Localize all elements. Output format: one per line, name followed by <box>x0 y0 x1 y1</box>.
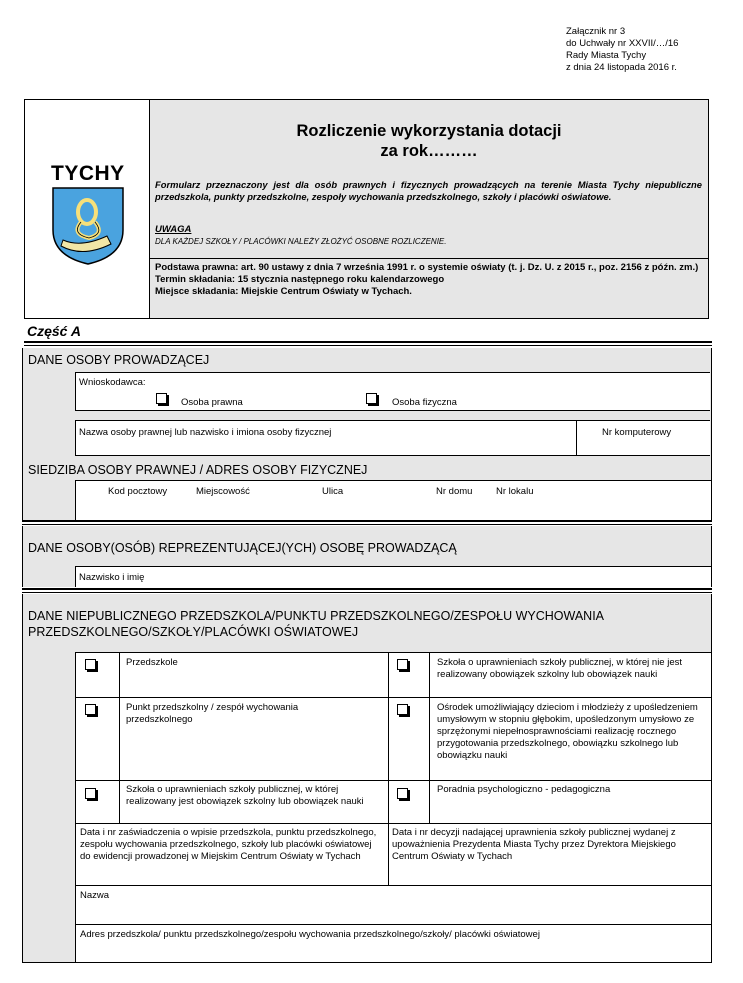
institution-name-label: Nazwa <box>80 890 110 901</box>
house-no-label: Nr domu <box>436 486 473 497</box>
title-line: PRZEDSZKOLNEGO/SZKOŁY/PLACÓWKI OŚWIATOWEJ <box>28 625 359 639</box>
divider <box>76 924 712 925</box>
city-label: Miejscowość <box>196 486 250 497</box>
name-label: Nazwisko i imię <box>79 572 145 583</box>
divider <box>24 341 712 343</box>
option-label: Osoba prawna <box>181 397 243 408</box>
attachment-line: do Uchwały nr XXVII/…/16 <box>566 38 679 49</box>
institution-address-label: Adres przedszkola/ punktu przedszkolnego/zespołu wychowania przedszkolnego/szkoły/ placówki oświatowej <box>80 929 540 940</box>
section-title: DANE OSOBY PROWADZĄCEJ <box>28 353 210 367</box>
header-box <box>24 99 709 319</box>
institution-type-table <box>75 652 711 962</box>
postal-code-label: Kod pocztowy <box>108 486 168 497</box>
section-title: SIEDZIBA OSOBY PRAWNEJ / ADRES OSOBY FIZYCZNEJ <box>28 463 368 477</box>
computer-no-label: Nr komputerowy <box>602 427 672 438</box>
natural-person-checkbox[interactable] <box>366 393 377 404</box>
divider <box>150 258 708 259</box>
attachment-note <box>566 26 678 74</box>
divider <box>22 524 712 525</box>
name-row <box>75 420 710 456</box>
preschool-point-checkbox[interactable] <box>85 704 96 715</box>
title-line: DANE NIEPUBLICZNEGO PRZEDSZKOLA/PUNKTU PRZEDSZKOLNEGO/ZESPOŁU WYCHOWANIA <box>28 609 605 623</box>
name-label: Nazwa osoby prawnej lub nazwisko i imiona osoby fizycznej <box>79 427 332 438</box>
applicant-label: Wnioskodawca: <box>79 377 146 388</box>
section-institution <box>22 594 712 963</box>
divider <box>576 421 577 455</box>
section-address <box>22 458 712 520</box>
flat-no-label: Nr lokalu <box>496 486 534 497</box>
left-margin <box>23 480 75 520</box>
form-title <box>150 121 708 161</box>
option-label: Szkoła o uprawnieniach szkoły publicznej, w której realizowany jest obowiązek szkolny lub obowiązek nauki <box>126 784 364 807</box>
submission-place: Miejsce składania: Miejskie Centrum Oświaty w Tychach. <box>155 286 412 297</box>
attachment-line: z dnia 24 listopada 2016 r. <box>566 62 677 73</box>
divider <box>24 345 712 346</box>
warning-title: UWAGA <box>155 224 192 235</box>
option-label: Poradnia psychologiczno - pedagogiczna <box>437 784 611 795</box>
divider <box>388 653 389 885</box>
preschool-checkbox[interactable] <box>85 659 96 670</box>
option-label: Osoba fizyczna <box>392 397 457 408</box>
section-title <box>28 608 604 640</box>
registration-certificate-label: Data i nr zaświadczenia o wpisie przedszkola, punktu przedszkolnego, zespołu wychowania przedszkolnego, szkoły lub placówki oświatowej do ewidencji prowadzonej w Miejskim Centrum Oświaty w Tychach <box>80 827 377 862</box>
city-coat-of-arms-icon <box>51 186 125 266</box>
legal-info <box>155 262 703 298</box>
section-representatives <box>22 526 712 587</box>
option-label: Ośrodek umożliwiający dzieciom i młodzieży z upośledzeniem umysłowym w stopniu głębokim, upośledzonym umysłowo ze sprzężonymi niepełnosprawnościami realizację rocznego przygotowania przedszkolnego, obowiązku szkolnego lub obowiązku nauki <box>437 702 698 761</box>
divider <box>76 697 712 698</box>
school-obligation-checkbox[interactable] <box>85 788 96 799</box>
logo-text: TYCHY <box>51 162 125 185</box>
header-info-cell <box>150 100 708 318</box>
part-title: Część A <box>27 323 81 339</box>
applicant-row <box>75 372 710 411</box>
option-label: Punkt przedszkolny / zespół wychowania przedszkolnego <box>126 702 299 725</box>
divider <box>22 588 712 590</box>
divider <box>119 653 120 823</box>
attachment-line: Rady Miasta Tychy <box>566 50 647 61</box>
divider <box>429 653 430 823</box>
legal-person-checkbox[interactable] <box>156 393 167 404</box>
divider <box>22 520 712 522</box>
counseling-center-checkbox[interactable] <box>397 788 408 799</box>
deadline: Termin składania: 15 stycznia następnego roku kalendarzowego <box>155 274 445 285</box>
section-title: DANE OSOBY(OSÓB) REPREZENTUJĄCEJ(YCH) OSOBĘ PROWADZĄCĄ <box>28 541 457 555</box>
title-line: Rozliczenie wykorzystania dotacji <box>296 122 562 140</box>
divider <box>76 780 712 781</box>
public-rights-decision-label: Data i nr decyzji nadającej uprawnienia szkoły publicznej wydanej z upoważnienia Prezydenta Miasta Tychy przez Dyrektora Miejskiego Centrum Oświaty w Tychach <box>392 827 676 862</box>
title-line: za rok……… <box>380 142 478 160</box>
attachment-line: Załącznik nr 3 <box>566 26 626 37</box>
special-center-checkbox[interactable] <box>397 704 408 715</box>
option-label: Szkoła o uprawnieniach szkoły publicznej, w której nie jest realizowany obowiązek szkolny lub obowiązek nauki <box>437 657 683 680</box>
logo-cell <box>25 100 150 318</box>
section-owner <box>22 348 712 458</box>
divider <box>22 592 712 593</box>
option-label: Przedszkole <box>126 657 178 668</box>
legal-basis: Podstawa prawna: art. 90 ustawy z dnia 7 września 1991 r. o systemie oświaty (t. j. Dz. U. z 2015 r., poz. 2156 z późn. zm.) <box>155 262 699 273</box>
warning-text: DLA KAŻDEJ SZKOŁY / PLACÓWKI NALEŻY ZŁOŻYĆ OSOBNE ROZLICZENIE. <box>155 237 447 246</box>
divider <box>76 823 712 824</box>
street-label: Ulica <box>322 486 344 497</box>
representative-row <box>75 566 711 587</box>
address-row <box>75 480 711 520</box>
divider <box>76 885 712 886</box>
form-description: Formularz przeznaczony jest dla osób prawnych i fizycznych prowadzących na terenie Miasta Tychy niepubliczne przedszkola, punkty przedszkolne, zespoły wychowania przedszkolnego, szkoły i placówki oświatowe. <box>155 179 702 202</box>
school-no-obligation-checkbox[interactable] <box>397 659 408 670</box>
